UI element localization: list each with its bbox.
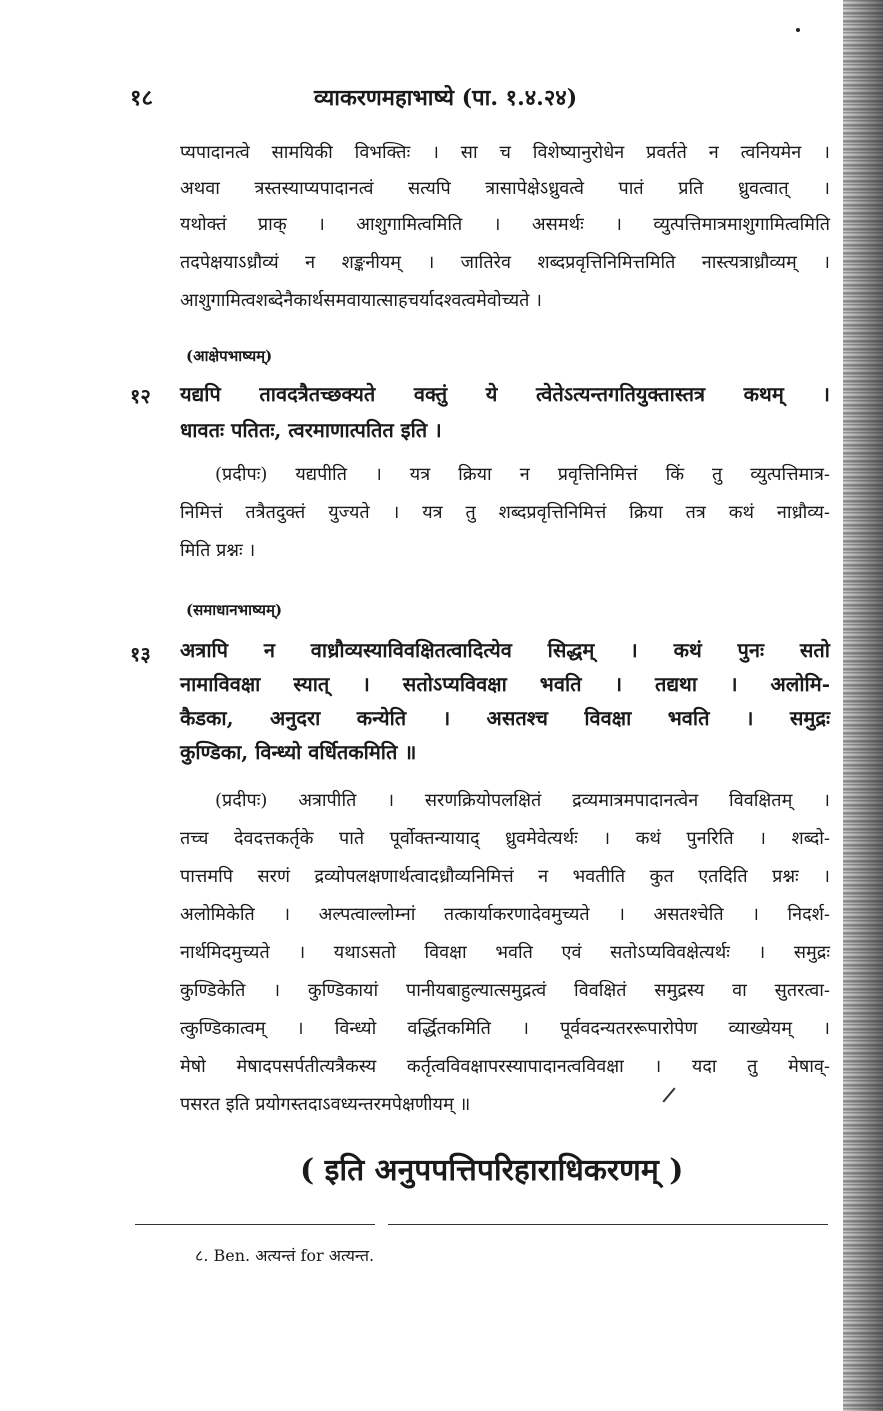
text-line: अथवा त्रस्तस्याप्यपादानत्वं सत्यपि त्रासापेक्षेऽध्रुवत्वे पातं प्रति ध्रुवत्वात् ।: [180, 178, 830, 199]
page-number: १८: [130, 85, 153, 111]
closing-title: ( इति अनुपपत्तिपरिहाराधिकरणम् ): [300, 1153, 684, 1188]
bhashya-line: कुण्डिका, विन्ध्यो वर्धितकमिति ॥: [180, 740, 417, 764]
section-heading: (समाधानभाष्यम्): [186, 601, 283, 619]
pen-mark: [662, 1087, 675, 1102]
footnote-rule: [135, 1224, 375, 1225]
pradipa-line: मिति प्रश्नः ।: [180, 540, 256, 561]
pradipa-line: पात्तमपि सरणं द्रव्योपलक्षणार्थत्वादध्रौव्यनिमित्तं न भवतीति कुत एतदिति प्रश्नः ।: [180, 866, 830, 887]
section-number: १२: [130, 384, 151, 408]
pradipa-line: कुण्डिकेति । कुण्डिकायां पानीयबाहुल्यात्समुद्रत्वं विवक्षितं समुद्रस्य वा सुतरत्वा-: [180, 980, 830, 1001]
pradipa-line: त्कुण्डिकात्वम् । विन्ध्यो वर्द्धितकमिति । पूर्ववदन्यतररूपारोपेण व्याख्येयम् ।: [180, 1018, 830, 1039]
text-line: आशुगामित्वशब्देनैकार्थसमवायात्साहचर्यादश्वत्वमेवोच्यते ।: [180, 290, 542, 311]
section-heading: (आक्षेपभाष्यम्): [186, 347, 273, 365]
footnote-rule: [388, 1224, 828, 1225]
section-number: १३: [130, 642, 151, 666]
page-edge-shadow: [843, 0, 883, 1411]
speck-mark: [796, 28, 800, 32]
pradipa-line: अलोमिकेति । अल्पत्वाल्लोम्नां तत्कार्याकरणादेवमुच्यते । असतश्चेति । निदर्श-: [180, 904, 830, 925]
text-line: यथोक्तं प्राक् । आशुगामित्वमिति । असमर्थः । व्युत्पत्तिमात्रमाशुगामित्वमिति: [180, 214, 830, 235]
pradipa-line: मेषो मेषादपसर्पतीत्यत्रैकस्य कर्तृत्वविवक्षापरस्यापादानत्वविवक्षा । यदा तु मेषाव्-: [180, 1056, 830, 1077]
pradipa-line: तच्च देवदत्तकर्तृके पाते पूर्वोक्तन्यायाद् ध्रुवमेवेत्यर्थः । कथं पुनरिति । शब्दो-: [180, 828, 830, 849]
footnote: ८. Ben. अत्यन्तं for अत्यन्त.: [195, 1246, 375, 1265]
running-header: [130, 82, 660, 116]
text-line: तदपेक्षयाऽध्रौव्यं न शङ्कनीयम् । जातिरेव शब्दप्रवृत्तिनिमित्तमिति नास्त्यत्राध्रौव्यम् ।: [180, 252, 830, 273]
bhashya-line: नामाविवक्षा स्यात् । सतोऽप्यविवक्षा भवति । तद्यथा । अलोमि-: [180, 672, 830, 696]
pradipa-line: पसरत इति प्रयोगस्तदाऽवध्यन्तरमपेक्षणीयम् ॥: [180, 1094, 471, 1115]
pradipa-line: (प्रदीपः) यद्यपीति । यत्र क्रिया न प्रवृत्तिनिमित्तं किं तु व्युत्पत्तिमात्र-: [215, 464, 830, 485]
bhashya-line: यद्यपि तावदत्रैतच्छक्यते वक्तुं ये त्वेतेऽत्यन्तगतियुक्तास्तत्र कथम् ।: [180, 382, 830, 406]
bhashya-line: कैडका, अनुदरा कन्येति । असतश्च विवक्षा भवति । समुद्रः: [180, 706, 830, 730]
pradipa-line: (प्रदीपः) अत्रापीति । सरणक्रियोपलक्षितं द्रव्यमात्रमपादानत्वेन विवक्षितम् ।: [215, 790, 830, 811]
bhashya-line: धावतः पतितः, त्वरमाणात्पतित इति ।: [180, 418, 442, 442]
running-title: व्याकरणमहाभाष्ये (पा. १.४.२४): [314, 85, 578, 111]
pradipa-line: नार्थमिदमुच्यते । यथाऽसतो विवक्षा भवति एवं सतोऽप्यविवक्षेत्यर्थः । समुद्रः: [180, 942, 830, 963]
text-line: प्यपादानत्वे सामयिकी विभक्तिः । सा च विशेष्यानुरोधेन प्रवर्तते न त्वनियमेन ।: [180, 142, 830, 163]
bhashya-line: अत्रापि न वाध्रौव्यस्याविवक्षितत्वादित्येव सिद्धम् । कथं पुनः सतो: [180, 638, 830, 662]
pradipa-line: निमित्तं तत्रैतदुक्तं युज्यते । यत्र तु शब्दप्रवृत्तिनिमित्तं क्रिया तत्र कथं नाध्रौव्य-: [180, 502, 830, 523]
